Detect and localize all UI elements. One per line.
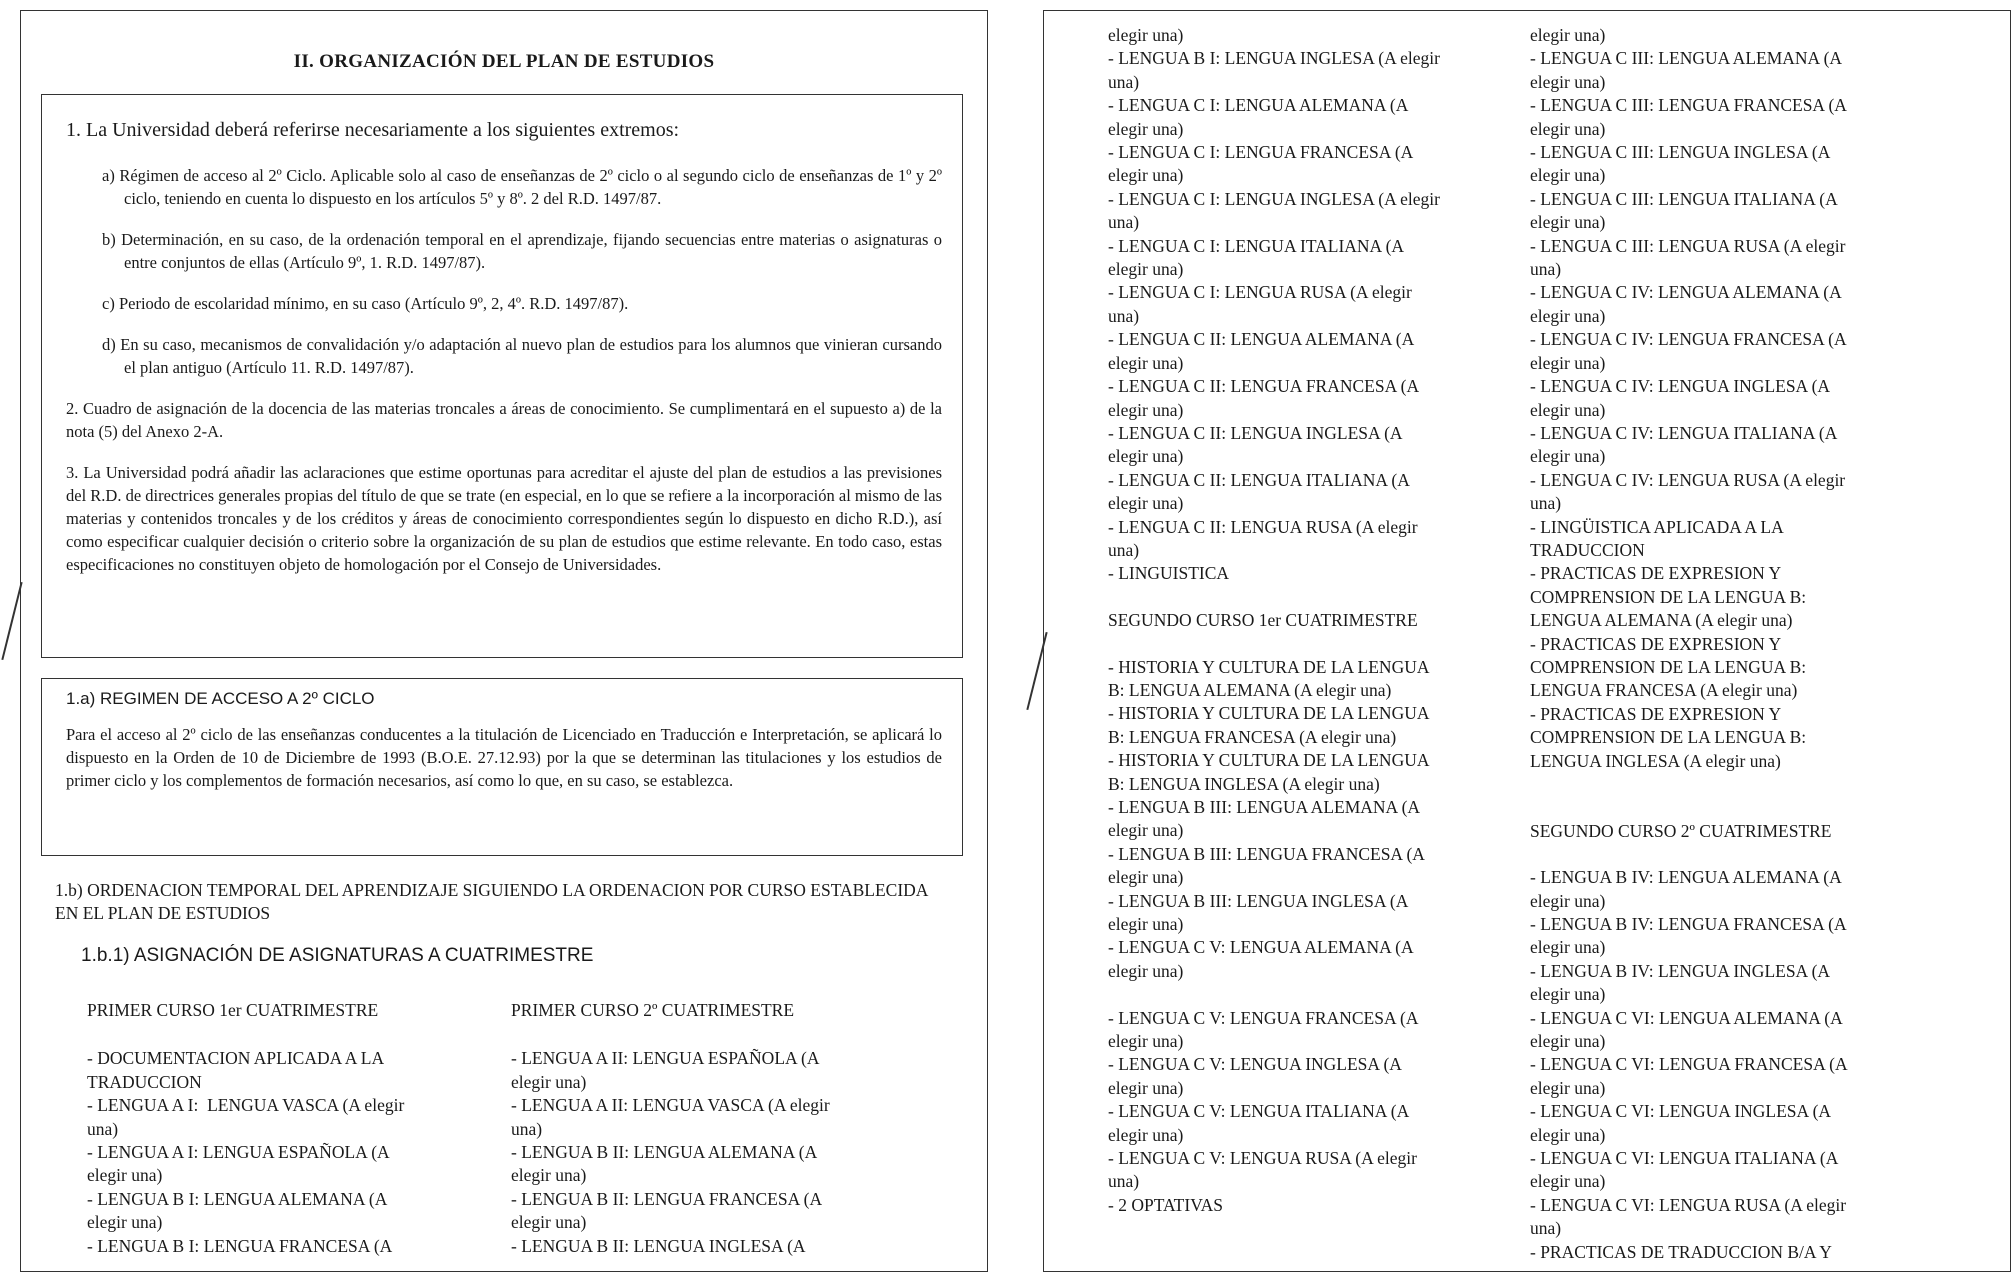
- course-line: - LENGUA C I: LENGUA FRANCESA (A: [1108, 142, 1414, 163]
- course-line: - LINGÜISTICA APLICADA A LA: [1530, 516, 1784, 537]
- course-line: elegir una): [1530, 305, 1606, 326]
- course-line: una): [1108, 212, 1140, 233]
- course-line: - LENGUA C II: LENGUA ALEMANA (A: [1108, 329, 1415, 350]
- course-line: LENGUA INGLESA (A elegir una): [1530, 750, 1781, 771]
- course-line: - LENGUA C V: LENGUA FRANCESA (A: [1108, 1007, 1419, 1028]
- course-line: - 2 OPTATIVAS: [1108, 1194, 1223, 1215]
- course-list: [511, 1047, 891, 1258]
- course-line: B: LENGUA INGLESA (A elegir una): [1108, 773, 1380, 794]
- margin-pencil-mark: [1, 582, 22, 660]
- course-list: [1108, 24, 1503, 586]
- course-line: [1108, 983, 1503, 1006]
- page-title: II. ORGANIZACIÓN DEL PLAN DE ESTUDIOS: [293, 51, 715, 72]
- course-list: [1530, 24, 1925, 773]
- course-line: una): [1108, 305, 1140, 326]
- course-line: elegir una): [1530, 1077, 1606, 1098]
- course-line: - LENGUA B II: LENGUA ALEMANA (A: [511, 1142, 818, 1163]
- course-line: - LENGUA B IV: LENGUA FRANCESA (A: [1530, 914, 1847, 934]
- course-line: - LENGUA C IV: LENGUA FRANCESA (A: [1530, 329, 1847, 350]
- course-line: - PRACTICAS DE EXPRESION Y: [1530, 563, 1782, 584]
- course-line: - PRACTICAS DE TRADUCCION B/A Y: [1530, 1241, 1832, 1262]
- course-line: elegir una): [511, 1212, 587, 1233]
- primer-curso-1-column: [87, 999, 447, 1258]
- ordenacion-heading: 1.b) ORDENACION TEMPORAL DEL APRENDIZAJE SIGUIENDO LA ORDENACION POR CURSO ESTABLECIDA EN EL PLAN DE ESTUDIOS: [55, 880, 928, 923]
- course-line: - LENGUA C III: LENGUA ALEMANA (A: [1530, 48, 1843, 69]
- course-line: - LENGUA C IV: LENGUA ITALIANA (A: [1530, 422, 1838, 443]
- course-line: - LENGUA A II: LENGUA VASCA (A elegir: [511, 1095, 830, 1116]
- course-line: TRADUCCION: [87, 1071, 202, 1092]
- course-line: elegir una): [87, 1212, 163, 1233]
- course-line: - LENGUA C V: LENGUA ALEMANA (A: [1108, 937, 1414, 958]
- course-line: - HISTORIA Y CULTURA DE LA LENGUA: [1108, 750, 1430, 771]
- course-line: elegir una): [1530, 937, 1606, 958]
- course-line: elegir una): [1108, 493, 1184, 514]
- course-line: elegir una): [1530, 118, 1606, 139]
- course-line: - LENGUA C I: LENGUA RUSA (A elegir: [1108, 282, 1412, 303]
- course-line: LENGUA ALEMANA (A elegir una): [1530, 610, 1793, 631]
- acceso-heading: 1.a) REGIMEN DE ACCESO A 2º CICLO: [66, 689, 375, 708]
- course-line: - DOCUMENTACION APLICADA A LA: [87, 1048, 385, 1069]
- course-line: - LENGUA B II: LENGUA FRANCESA (A: [511, 1188, 823, 1209]
- primer-curso-2-column: [511, 999, 891, 1258]
- course-line: elegir una): [1108, 960, 1184, 981]
- course-line: - LENGUA C II: LENGUA RUSA (A elegir: [1108, 516, 1418, 537]
- course-line: elegir una): [1108, 1124, 1184, 1145]
- course-line: - LENGUA C VI: LENGUA RUSA (A elegir: [1530, 1194, 1847, 1215]
- course-line: - LENGUA B I: LENGUA INGLESA (A elegir: [1108, 48, 1440, 69]
- column-heading: PRIMER CURSO 1er CUATRIMESTRE: [87, 1000, 379, 1020]
- instructions-intro: 1. La Universidad deberá referirse necesariamente a los siguientes extremos:: [66, 119, 680, 141]
- course-line: una): [1530, 259, 1562, 280]
- course-line: - LENGUA C III: LENGUA INGLESA (A: [1530, 142, 1831, 163]
- course-line: - PRACTICAS DE EXPRESION Y: [1530, 633, 1782, 654]
- course-line: - LENGUA C IV: LENGUA RUSA (A elegir: [1530, 469, 1846, 490]
- course-line: - LINGUISTICA: [1108, 563, 1230, 584]
- instruction-item-d: d) En su caso, mecanismos de convalidación y/o adaptación al nuevo plan de estudios para los alumnos que vinieran cursando el plan antiguo (Artículo 11. R.D. 1497/87).: [102, 335, 942, 377]
- course-line: elegir una): [1530, 1171, 1606, 1192]
- course-line: una): [1108, 539, 1140, 560]
- course-line: TRADUCCION: [1530, 539, 1645, 560]
- course-line: - LENGUA A I: LENGUA VASCA (A elegir: [87, 1095, 405, 1116]
- course-line: - LENGUA B III: LENGUA ALEMANA (A: [1108, 796, 1421, 817]
- course-line: elegir una): [1108, 118, 1184, 139]
- course-line: - LENGUA B I: LENGUA ALEMANA (A: [87, 1188, 388, 1209]
- course-line: - LENGUA B IV: LENGUA ALEMANA (A: [1530, 867, 1842, 888]
- course-line: - LENGUA C I: LENGUA INGLESA (A elegir: [1108, 188, 1440, 209]
- course-line: elegir una): [1530, 212, 1606, 233]
- course-line: - LENGUA C II: LENGUA INGLESA (A: [1108, 422, 1403, 443]
- course-line: una): [1108, 1171, 1140, 1192]
- course-line: elegir una): [1530, 890, 1606, 911]
- course-line: elegir una): [511, 1071, 587, 1092]
- course-line: elegir una): [1108, 1031, 1184, 1052]
- course-line: - PRACTICAS DE EXPRESION Y: [1530, 703, 1782, 724]
- asignacion-heading: 1.b.1) ASIGNACIÓN DE ASIGNATURAS A CUATRIMESTRE: [81, 945, 594, 966]
- course-line: elegir una): [1530, 1031, 1606, 1052]
- course-line: - LENGUA C V: LENGUA RUSA (A elegir: [1108, 1148, 1417, 1169]
- course-line: - LENGUA C V: LENGUA INGLESA (A: [1108, 1054, 1402, 1075]
- margin-pencil-mark: [1026, 632, 1047, 710]
- course-line: B: LENGUA ALEMANA (A elegir una): [1108, 679, 1392, 700]
- course-line: elegir una): [1108, 820, 1184, 841]
- instruction-item-a: a) Régimen de acceso al 2º Ciclo. Aplicable solo al caso de enseñanzas de 2º ciclo o al segundo ciclo de enseñanzas de 1º y 2º ciclo, teniendo en cuenta lo dispuesto en los artículos 5º y 8º. 2 del R.D. 1497/87.: [102, 166, 942, 208]
- course-line: - LENGUA C III: LENGUA RUSA (A elegir: [1530, 235, 1846, 256]
- acceso-text: Para el acceso al 2º ciclo de las enseñanzas conducentes a la titulación de Licenciado en Traducción e Interpretación, se aplicará lo dispuesto en la Orden de 10 de Diciembre de 1993 (B.O.E. 27.12.93) por la que se determinan las titulaciones y los estudios de primer ciclo y los complementos de formación necesarios, así como lo que, en su caso, se establezca.: [66, 725, 942, 790]
- course-line: elegir una): [1530, 25, 1606, 45]
- course-line: - LENGUA C V: LENGUA ITALIANA (A: [1108, 1101, 1410, 1122]
- course-line: elegir una): [1108, 259, 1184, 280]
- course-line: - LENGUA C IV: LENGUA INGLESA (A: [1530, 376, 1831, 397]
- course-line: elegir una): [1108, 165, 1184, 186]
- course-line: - LENGUA B III: LENGUA FRANCESA (A: [1108, 843, 1425, 864]
- course-line: elegir una): [1530, 1124, 1606, 1145]
- course-line: elegir una): [1530, 165, 1606, 186]
- course-line: - LENGUA C III: LENGUA ITALIANA (A: [1530, 188, 1838, 209]
- course-line: - LENGUA C VI: LENGUA INGLESA (A: [1530, 1101, 1832, 1122]
- course-line: - HISTORIA Y CULTURA DE LA LENGUA: [1108, 656, 1430, 677]
- course-line: elegir una): [1530, 71, 1606, 92]
- course-line: - LENGUA B I: LENGUA FRANCESA (A: [87, 1235, 393, 1256]
- course-line: elegir una): [1530, 446, 1606, 467]
- course-line: B: LENGUA FRANCESA (A elegir una): [1108, 726, 1397, 747]
- course-line: COMPRENSION DE LA LENGUA B:: [1530, 586, 1807, 607]
- instruction-point-2: 2. Cuadro de asignación de la docencia de las materias troncales a áreas de conocimiento. Se cumplimentará en el supuesto a) de la nota (5) del Anexo 2-A.: [66, 399, 942, 441]
- column-heading: PRIMER CURSO 2º CUATRIMESTRE: [511, 1000, 795, 1020]
- course-line: elegir una): [1108, 446, 1184, 467]
- course-list: [1108, 656, 1503, 1218]
- course-line: elegir una): [1108, 867, 1184, 888]
- course-line: - LENGUA C I: LENGUA ALEMANA (A: [1108, 95, 1409, 116]
- course-line: elegir una): [87, 1165, 163, 1186]
- course-line: - LENGUA C I: LENGUA ITALIANA (A: [1108, 235, 1405, 256]
- column-heading: SEGUNDO CURSO 1er CUATRIMESTRE: [1108, 610, 1418, 631]
- instruction-item-b: b) Determinación, en su caso, de la ordenación temporal en el aprendizaje, fijando secuencias entre materias o asignaturas o entre conjuntos de ellas (Artículo 9º, 1. R.D. 1497/87).: [102, 230, 942, 272]
- course-line: una): [1108, 71, 1140, 92]
- left-page: [20, 10, 988, 1272]
- course-list: [1530, 866, 1925, 1264]
- right-page: [1043, 10, 2011, 1272]
- course-line: - LENGUA A II: LENGUA ESPAÑOLA (A: [511, 1048, 820, 1069]
- course-line: elegir una): [1108, 399, 1184, 420]
- instruction-point-3: 3. La Universidad podrá añadir las aclaraciones que estime oportunas para acreditar el ajuste del plan de estudios a las previsiones del R.D. de directrices generales propias del título de que se trate (en especial, en lo que se refiere a la incorporación al mismo de las materias y contenidos troncales y de los créditos y áreas de conocimiento correspondientes según lo dispuesto en dicho R.D.), así como especificar cualquier decisión o criterio sobre la organización de su plan de estudios que estime relevante. En todo caso, estas especificaciones no constituyen objeto de homologación por el Consejo de Universidades.: [66, 463, 942, 574]
- course-line: - LENGUA B II: LENGUA INGLESA (A: [511, 1235, 806, 1256]
- course-line: - LENGUA C VI: LENGUA ALEMANA (A: [1530, 1007, 1843, 1028]
- course-line: una): [87, 1118, 119, 1139]
- course-line: elegir una): [1108, 1077, 1184, 1098]
- course-list: [87, 1047, 447, 1258]
- course-line: - LENGUA C II: LENGUA FRANCESA (A: [1108, 376, 1420, 397]
- course-line: elegir una): [1530, 984, 1606, 1005]
- course-line: - LENGUA C III: LENGUA FRANCESA (A: [1530, 95, 1847, 116]
- course-line: elegir una): [511, 1165, 587, 1186]
- course-line: una): [1530, 1218, 1562, 1239]
- course-line: - LENGUA B III: LENGUA INGLESA (A: [1108, 890, 1409, 911]
- column-heading: SEGUNDO CURSO 2º CUATRIMESTRE: [1530, 820, 1832, 841]
- course-line: - LENGUA C VI: LENGUA FRANCESA (A: [1530, 1054, 1848, 1075]
- course-line: una): [1530, 493, 1562, 514]
- instructions-box: [41, 94, 963, 658]
- course-line: COMPRENSION DE LA LENGUA B:: [1530, 727, 1807, 748]
- course-line: elegir una): [1108, 25, 1184, 45]
- course-line: una): [511, 1118, 543, 1139]
- course-line: - LENGUA B IV: LENGUA INGLESA (A: [1530, 960, 1831, 981]
- course-line: - LENGUA C IV: LENGUA ALEMANA (A: [1530, 282, 1842, 303]
- course-line: elegir una): [1530, 352, 1606, 373]
- course-line: elegir una): [1108, 914, 1184, 935]
- course-line: COMPRENSION DE LA LENGUA B:: [1530, 656, 1807, 677]
- right-column-1: [1108, 24, 1503, 1217]
- course-line: - LENGUA A I: LENGUA ESPAÑOLA (A: [87, 1142, 390, 1163]
- course-line: - LENGUA C II: LENGUA ITALIANA (A: [1108, 469, 1410, 490]
- course-line: LENGUA FRANCESA (A elegir una): [1530, 680, 1798, 701]
- course-line: elegir una): [1108, 352, 1184, 373]
- course-line: elegir una): [1530, 399, 1606, 420]
- acceso-box: [41, 678, 963, 856]
- instruction-item-c: c) Periodo de escolaridad mínimo, en su caso (Artículo 9º, 2, 4º. R.D. 1497/87).: [102, 294, 629, 313]
- course-line: - HISTORIA Y CULTURA DE LA LENGUA: [1108, 703, 1430, 724]
- course-line: - LENGUA C VI: LENGUA ITALIANA (A: [1530, 1148, 1839, 1169]
- right-column-2: [1530, 24, 1925, 1264]
